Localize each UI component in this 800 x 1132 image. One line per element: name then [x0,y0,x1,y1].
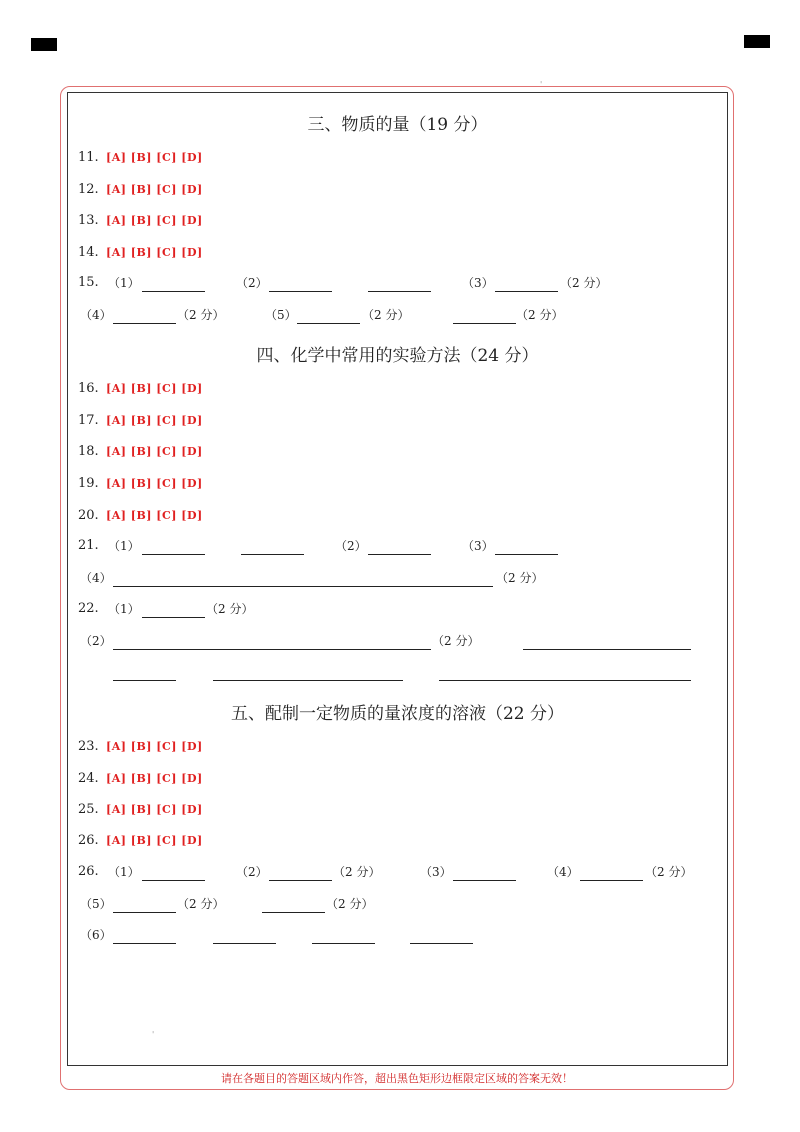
answer-blank[interactable] [142,617,205,618]
score-note: （2 分） [177,897,225,911]
answer-blank[interactable] [113,943,176,944]
answer-blank[interactable] [142,291,205,292]
sub-label: （5） [265,308,297,322]
sub-label: （1） [108,539,140,553]
sub-label: （2） [80,634,112,648]
score-note: （2 分） [560,276,608,290]
mc-question-17 [78,412,203,430]
sub-label: （6） [80,928,112,942]
sub-label: （2） [236,865,268,879]
score-note: （2 分） [326,897,374,911]
mc-question-16 [78,380,203,398]
scan-artifact: ' [540,80,543,89]
answer-blank[interactable] [368,291,431,292]
fill-question-26 [78,863,106,881]
answer-blank[interactable] [312,943,375,944]
mc-question-14 [78,244,203,262]
score-note: （2 分） [645,865,693,879]
fill-question-15 [78,274,106,292]
sub-label: （4） [547,865,579,879]
mc-question-12 [78,181,203,199]
alignment-mark-left [31,38,57,51]
choice-bubbles[interactable]: [A] [B] [C] [D] [106,772,203,785]
choice-bubbles[interactable]: [A] [B] [C] [D] [106,477,203,490]
sub-label: （1） [108,865,140,879]
mc-question-20 [78,507,203,525]
mc-question-19 [78,475,203,493]
question-number: 21. [78,538,99,553]
scan-artifact: ' [152,1030,155,1039]
question-number: 15. [78,275,99,290]
choice-bubbles[interactable]: [A] [B] [C] [D] [106,183,203,196]
question-number: 16. [78,381,99,396]
score-note: （2 分） [177,308,225,322]
question-number: 25. [78,802,99,817]
sub-label: （1） [108,602,140,616]
answer-blank[interactable] [213,680,403,681]
score-note: （2 分） [516,308,564,322]
mc-question-26 [78,832,203,850]
answer-blank[interactable] [495,291,558,292]
sub-label: （3） [462,539,494,553]
question-number: 17. [78,413,99,428]
question-number: 26. [78,864,99,879]
answer-blank[interactable] [113,586,493,587]
choice-bubbles[interactable]: [A] [B] [C] [D] [106,445,203,458]
score-note: （2 分） [333,865,381,879]
answer-blank[interactable] [368,554,431,555]
choice-bubbles[interactable]: [A] [B] [C] [D] [106,509,203,522]
answer-blank[interactable] [269,291,332,292]
choice-bubbles[interactable]: [A] [B] [C] [D] [106,151,203,164]
question-number: 20. [78,508,99,523]
mc-question-23 [78,738,203,756]
sub-label: （3） [420,865,452,879]
alignment-mark-right [744,35,770,48]
choice-bubbles[interactable]: [A] [B] [C] [D] [106,803,203,816]
answer-blank[interactable] [523,649,691,650]
question-number: 18. [78,444,99,459]
sub-label: （4） [80,571,112,585]
answer-blank[interactable] [241,554,304,555]
sub-label: （5） [80,897,112,911]
fill-question-21 [78,537,106,555]
sub-label: （2） [236,276,268,290]
answer-blank[interactable] [580,880,643,881]
answer-blank[interactable] [269,880,332,881]
question-number: 23. [78,739,99,754]
section-title-5: 五、配制一定物质的量浓度的溶液（22 分） [230,704,565,724]
score-note: （2 分） [496,571,544,585]
question-number: 26. [78,833,99,848]
question-number: 22. [78,601,99,616]
answer-blank[interactable] [113,649,431,650]
sub-label: （2） [335,539,367,553]
answer-blank[interactable] [142,880,205,881]
choice-bubbles[interactable]: [A] [B] [C] [D] [106,382,203,395]
question-number: 13. [78,213,99,228]
mc-question-18 [78,443,203,461]
answer-blank[interactable] [410,943,473,944]
score-note: （2 分） [362,308,410,322]
answer-blank[interactable] [113,680,176,681]
choice-bubbles[interactable]: [A] [B] [C] [D] [106,246,203,259]
sub-label: （3） [462,276,494,290]
choice-bubbles[interactable]: [A] [B] [C] [D] [106,214,203,227]
mc-question-25 [78,801,203,819]
answer-area-inner-border [67,92,728,1066]
mc-question-24 [78,770,203,788]
answer-blank[interactable] [297,323,360,324]
score-note: （2 分） [432,634,480,648]
answer-blank[interactable] [113,912,176,913]
choice-bubbles[interactable]: [A] [B] [C] [D] [106,414,203,427]
fill-question-22 [78,600,106,618]
answer-blank[interactable] [453,323,516,324]
answer-blank[interactable] [495,554,558,555]
answer-blank[interactable] [453,880,516,881]
mc-question-11 [78,149,203,167]
answer-blank[interactable] [439,680,691,681]
section-title-3: 三、物质的量（19 分） [307,115,488,135]
choice-bubbles[interactable]: [A] [B] [C] [D] [106,740,203,753]
answer-blank[interactable] [213,943,276,944]
question-number: 19. [78,476,99,491]
choice-bubbles[interactable]: [A] [B] [C] [D] [106,834,203,847]
sub-label: （4） [80,308,112,322]
question-number: 24. [78,771,99,786]
mc-question-13 [78,212,203,230]
question-number: 14. [78,245,99,260]
question-number: 12. [78,182,99,197]
answer-blank[interactable] [113,323,176,324]
answer-blank[interactable] [142,554,205,555]
section-title-4: 四、化学中常用的实验方法（24 分） [256,346,539,366]
score-note: （2 分） [206,602,254,616]
answer-blank[interactable] [262,912,325,913]
sub-label: （1） [108,276,140,290]
footer-warning: 请在各题目的答题区域内作答，超出黑色矩形边框限定区域的答案无效！ [221,1072,573,1085]
question-number: 11. [78,150,99,165]
